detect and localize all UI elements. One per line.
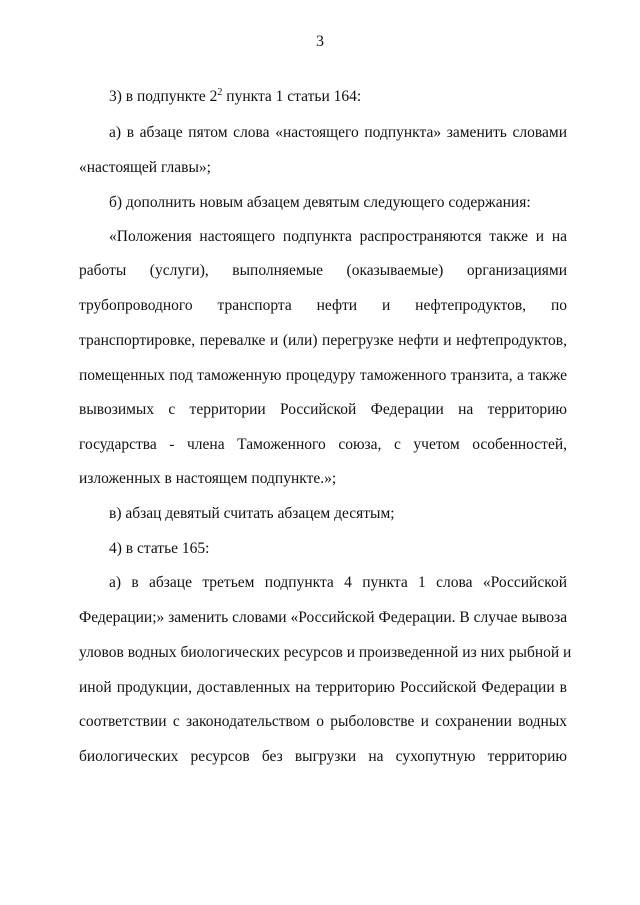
page-number: 3	[316, 33, 324, 50]
item-3-text: 3) в подпункте 2	[109, 88, 218, 105]
paragraph-line: работы (услуги), выполняемые (оказываемые) организациями	[79, 262, 567, 279]
paragraph-line: а) в абзаце пятом слова «настоящего подпункта» заменить словами	[109, 124, 567, 141]
item-3-text-tail: пункта 1 статьи 164:	[222, 88, 362, 105]
paragraph-line: уловов водных биологических ресурсов и произведенной из них рыбной и	[79, 644, 572, 661]
paragraph-line-item-3	[109, 88, 361, 106]
paragraph-line: государства - члена Таможенного союза, с учетом особенностей,	[79, 436, 567, 453]
paragraph-line: 4) в статье 165:	[109, 540, 210, 557]
paragraph-line: «Положения настоящего подпункта распространяются также и на	[109, 228, 567, 245]
paragraph-line: вывозимых с территории Российской Федерации на территорию	[79, 401, 567, 418]
paragraph-line: помещенных под таможенную процедуру таможенного транзита, а также	[79, 367, 567, 384]
paragraph-line: изложенных в настоящем подпункте.»;	[79, 470, 337, 487]
paragraph-line: «настоящей главы»;	[79, 159, 211, 176]
paragraph-line: иной продукции, доставленных на территорию Российской Федерации в	[79, 679, 567, 696]
paragraph-line: биологических ресурсов без выгрузки на сухопутную территорию	[79, 748, 567, 765]
superscript: 2	[217, 86, 223, 98]
paragraph-line: трубопроводного транспорта нефти и нефтепродуктов, по	[79, 297, 567, 314]
paragraph-line: в) абзац девятый считать абзацем десятым;	[109, 505, 395, 522]
paragraph-line: транспортировке, перевалке и (или) перегрузке нефти и нефтепродуктов,	[79, 332, 567, 349]
paragraph-line: а) в абзаце третьем подпункта 4 пункта 1 слова «Российской	[109, 574, 567, 591]
paragraph-line: б) дополнить новым абзацем девятым следующего содержания:	[109, 194, 531, 211]
paragraph-line: соответствии с законодательством о рыболовстве и сохранении водных	[79, 713, 567, 730]
paragraph-line: Федерации;» заменить словами «Российской Федерации. В случае вывоза	[79, 609, 568, 626]
